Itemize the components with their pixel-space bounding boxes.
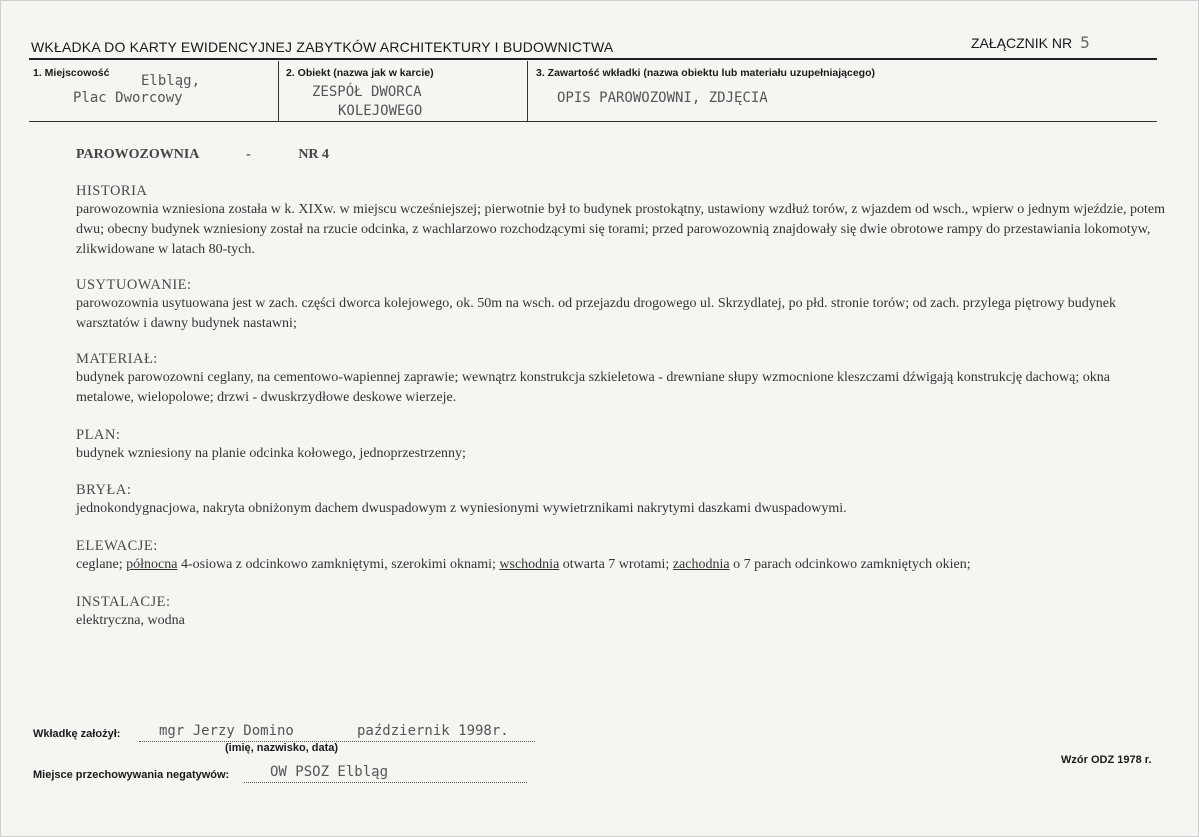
- form-title: WKŁADKA DO KARTY EWIDENCYJNEJ ZABYTKÓW ARCHITEKTURY I BUDOWNICTWA: [31, 39, 614, 55]
- section-bryla: [76, 482, 1166, 519]
- heading-dash: -: [246, 147, 251, 162]
- section-material: [76, 351, 1166, 408]
- material-title: MATERIAŁ:: [76, 351, 158, 367]
- plan-text: budynek wzniesiony na planie odcinka kołowego, jednoprzestrzenny;: [76, 446, 466, 461]
- historia-title: HISTORIA: [76, 183, 148, 199]
- negatywy-value: OW PSOZ Elbląg: [270, 764, 389, 780]
- elewacje-polnocna: północna: [126, 557, 178, 572]
- field-divider-1: [278, 61, 279, 121]
- bryla-title: BRYŁA:: [76, 482, 132, 498]
- heading-right: NR 4: [298, 147, 330, 162]
- instalacje-title: INSTALACJE:: [76, 594, 171, 610]
- elewacje-t3: otwarta 7 wrotami;: [559, 557, 673, 572]
- material-text: budynek parowozowni ceglany, na cementowo-wapiennej zaprawie; wewnątrz konstrukcja szkieletowa - drewniane słupy wzmocnione kleszczami dźwigają konstrukcję dachową; okna metalowe, wielopolowe; drzwi - dwuskrzydłowe deskowe wierzeje.: [76, 370, 1110, 405]
- elewacje-t1: ceglane;: [76, 557, 127, 572]
- historia-text: parowozownia wzniesiona została w k. XIXw. w miejscu wcześniejszej; pierwotnie był to budynek prostokątny, ustawiony wzdłuż torów, z wjazdem od wsch., wpierw o jednym wjeździe, potem dwu; obecny budynek wzniesiony został na rzucie odcinka, z wachlarzowo rozchodzącymi się torami; przed parowozownią znajdowały się dwie obrotowe rampy do przestawiania lokomotyw, zlikwidowane w latach 80-tych.: [76, 202, 1165, 257]
- elewacje-t2: 4-osiowa z odcinkowo zamkniętymi, szerokimi oknami;: [177, 557, 500, 572]
- obiekt-line2: KOLEJOWEGO: [338, 103, 423, 119]
- date-value: październik 1998r.: [357, 723, 509, 739]
- main-heading: [76, 147, 1166, 163]
- wzor-label: Wzór ODZ 1978 r.: [1061, 754, 1152, 766]
- obiekt-label: 2. Obiekt (nazwa jak w karcie): [286, 67, 434, 79]
- plan-title: PLAN:: [76, 427, 121, 443]
- zawartosc-value: OPIS PAROWOZOWNI, ZDJĘCIA: [557, 90, 768, 106]
- negatywy-label: Miejsce przechowywania negatywów:: [33, 769, 230, 781]
- elewacje-zachodnia: zachodnia: [672, 557, 730, 572]
- section-plan: [76, 427, 1166, 464]
- heading-left: PAROWOZOWNIA: [76, 147, 199, 162]
- zalacznik-label: ZAŁĄCZNIK NR: [971, 35, 1073, 51]
- zalozyl-label: Wkładkę założył:: [33, 728, 121, 740]
- section-instalacje: [76, 594, 1166, 631]
- fields-rule: [29, 121, 1157, 122]
- section-historia: [76, 183, 1166, 260]
- zalozyl-value: mgr Jerzy Domino: [159, 723, 294, 739]
- header-rule: [29, 58, 1157, 60]
- zalozyl-caption: (imię, nazwisko, data): [225, 742, 339, 754]
- elewacje-t4: o 7 parach odcinkowo zamkniętych okien;: [729, 557, 971, 572]
- elewacje-title: ELEWACJE:: [76, 538, 158, 554]
- usytuowanie-title: USYTUOWANIE:: [76, 277, 192, 293]
- zalacznik-number: 5: [1080, 33, 1090, 52]
- usytuowanie-text: parowozownia usytuowana jest w zach. części dworca kolejowego, ok. 50m na wsch. od przejazdu drogowego ul. Skrzydlatej, po płd. stronie torów; od zach. przylega piętrowy budynek warsztatów i dawny budynek nastawni;: [76, 296, 1116, 331]
- obiekt-line1: ZESPÓŁ DWORCA: [312, 84, 422, 100]
- miejscowosc-label: 1. Miejscowość: [33, 67, 110, 79]
- bryla-text: jednokondygnacjowa, nakryta obniżonym dachem dwuspadowym z wyniesionymi wywietrznikami nakrytymi daszkami dwuspadowymi.: [76, 501, 847, 516]
- field-divider-2: [527, 61, 528, 121]
- section-usytuowanie: [76, 277, 1166, 334]
- zawartosc-label: 3. Zawartość wkładki (nazwa obiektu lub materiału uzupełniającego): [536, 67, 875, 79]
- miejscowosc-line2: Plac Dworcowy: [73, 90, 183, 106]
- negatywy-line: [244, 782, 527, 783]
- elewacje-text: [76, 555, 1166, 575]
- section-elewacje: [76, 538, 1166, 575]
- miejscowosc-line1: Elbląg,: [141, 73, 201, 89]
- zalacznik: [971, 33, 1090, 52]
- instalacje-text: elektryczna, wodna: [76, 613, 185, 628]
- elewacje-wschodnia: wschodnia: [499, 557, 560, 572]
